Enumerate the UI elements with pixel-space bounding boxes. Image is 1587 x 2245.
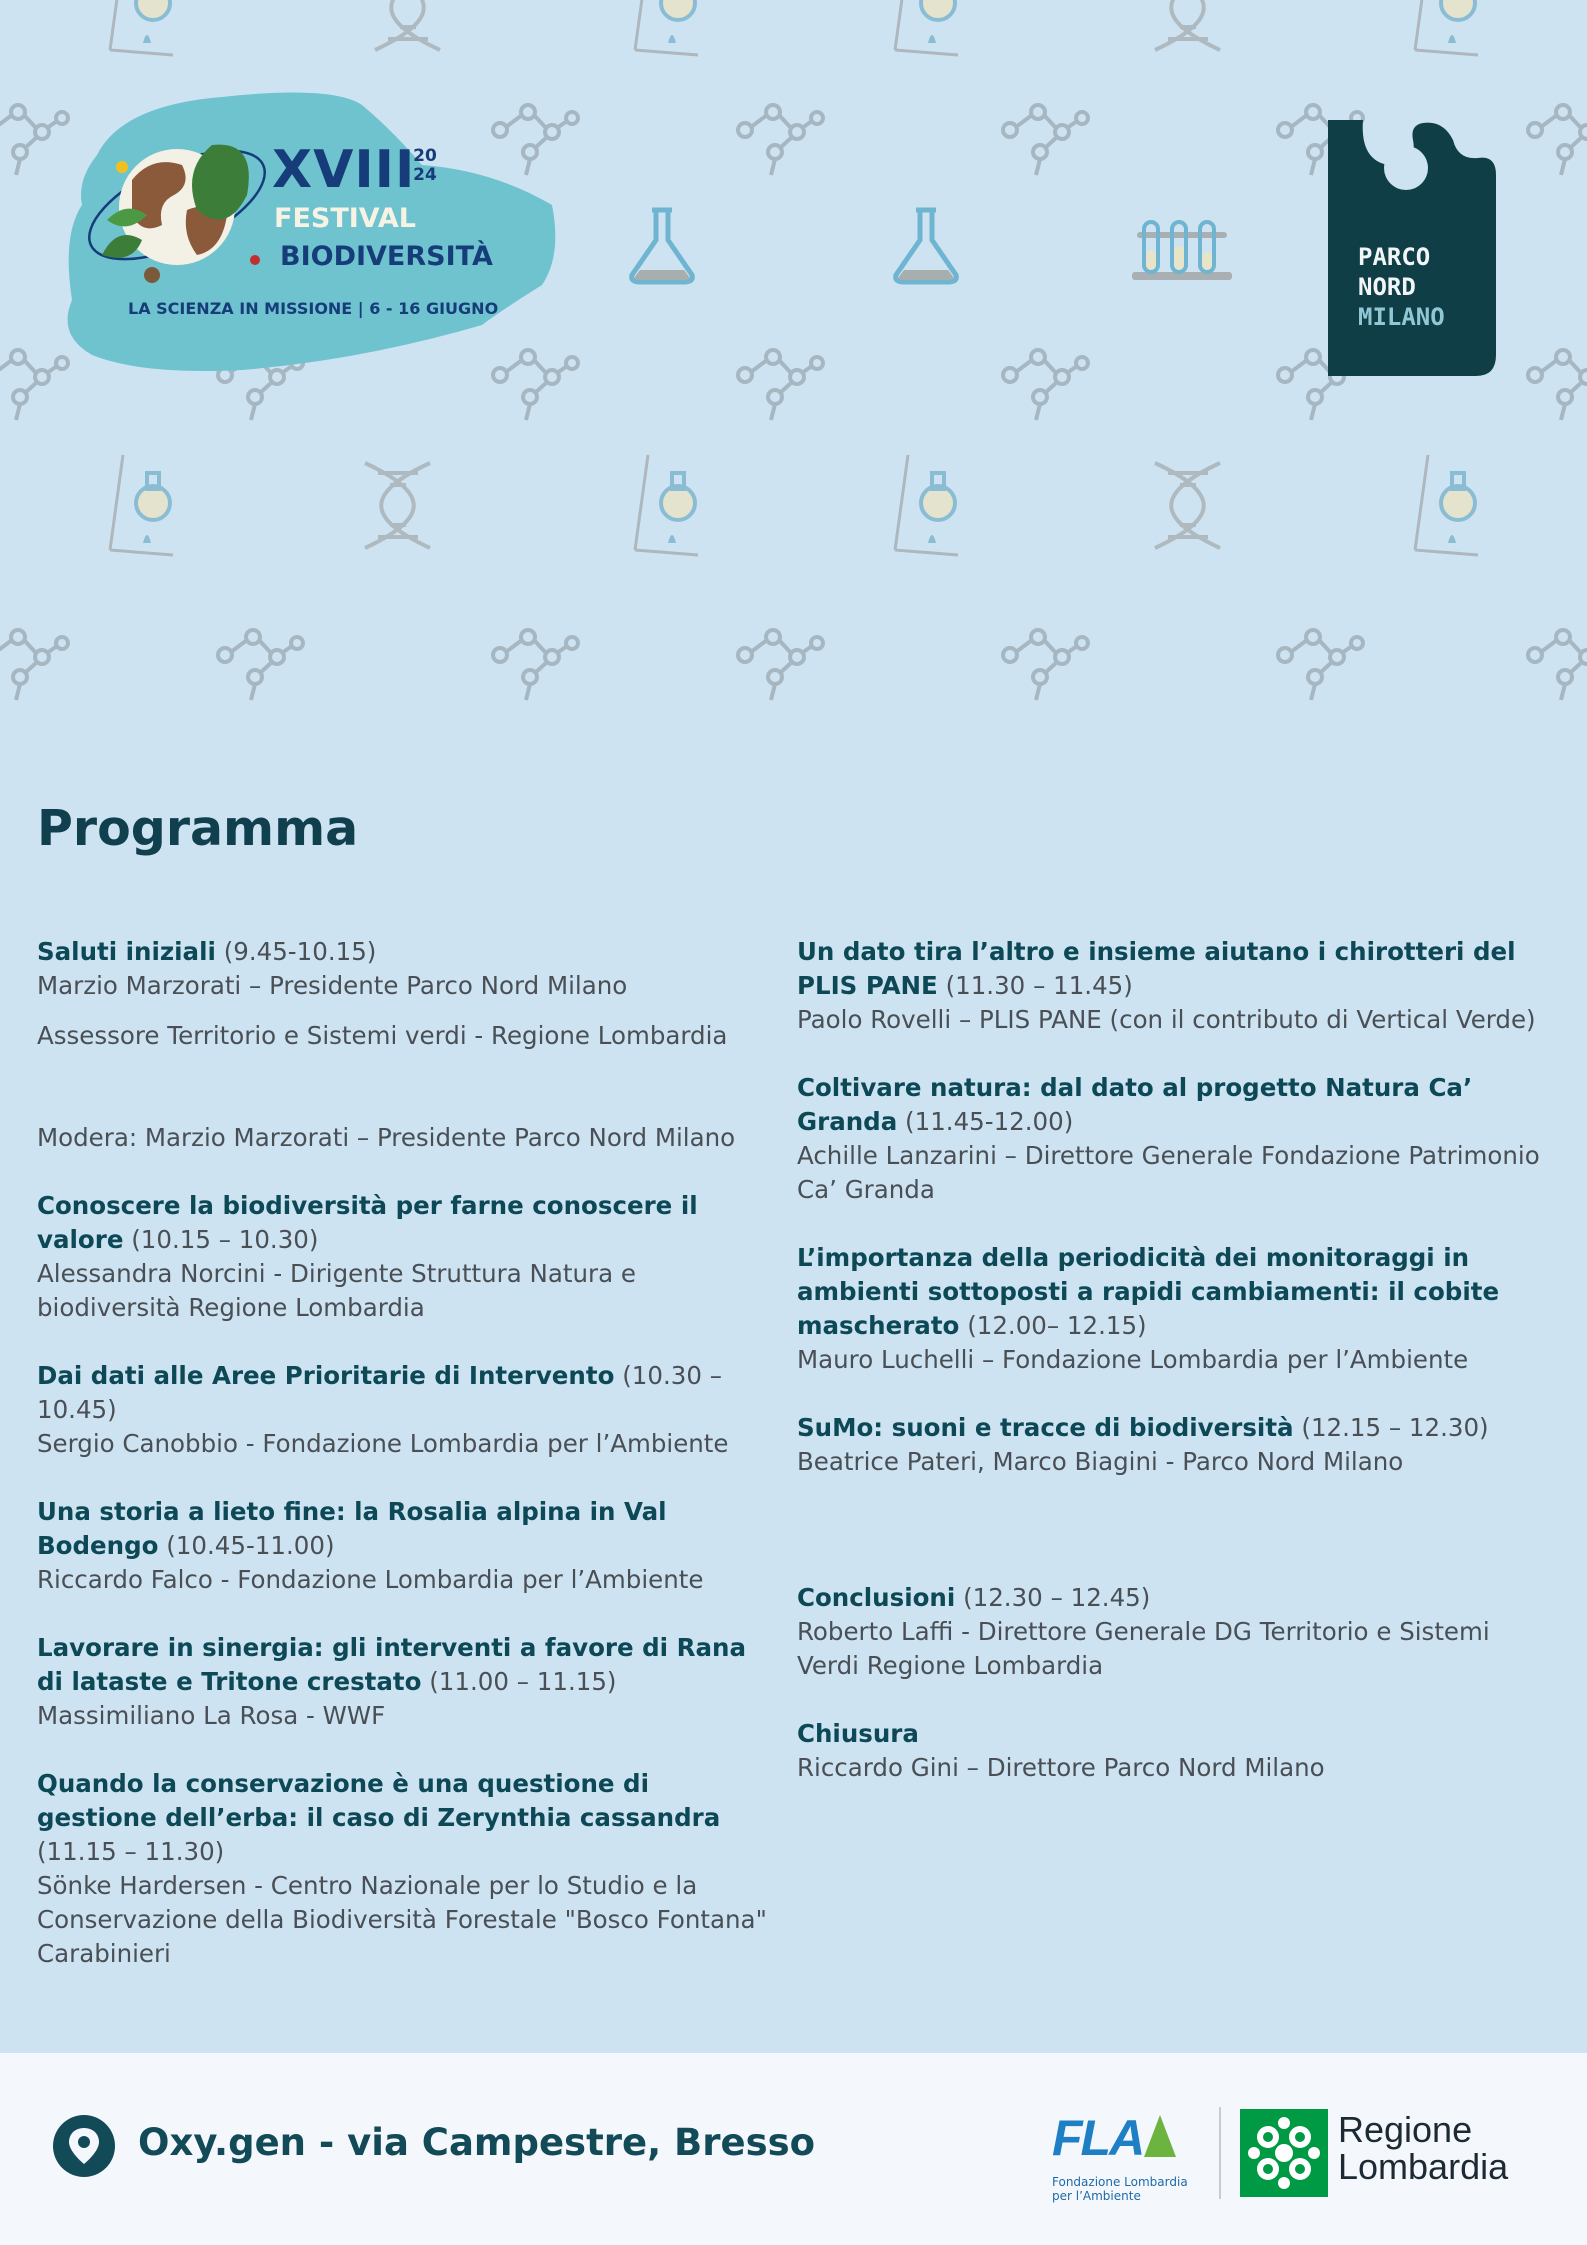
logo-divider [1219, 2107, 1221, 2199]
program-column-left [37, 935, 777, 1971]
program-item: Coltivare natura: dal dato al progetto Natura Ca’ Granda (11.45-12.00) Achille Lanzarini – Direttore Generale Fondazione Patrimonio Ca’ Granda [797, 1073, 1540, 1204]
location-pin-icon [52, 2114, 116, 2178]
festival-name-line1: FESTIVAL [274, 203, 416, 234]
festival-year: 20 24 [413, 146, 437, 185]
festival-logo [62, 85, 562, 375]
program-item: SuMo: suoni e tracce di biodiversità (12.15 – 12.30) Beatrice Pateri, Marco Biagini - Parco Nord Milano [797, 1413, 1489, 1476]
festival-subtitle: LA SCIENZA IN MISSIONE | 6 - 16 GIUGNO [128, 299, 499, 318]
program-item: Conoscere la biodiversità per farne conoscere il valore (10.15 – 10.30) Alessandra Norcini - Dirigente Struttura Natura e biodiversità Regione Lombardia [37, 1191, 698, 1322]
festival-edition: XVIII [272, 140, 416, 200]
program-column-right [797, 935, 1557, 1785]
program-item: Saluti iniziali (9.45-10.15) Marzio Marzorati – Presidente Parco Nord Milano [37, 937, 628, 1000]
fla-logo [1052, 2109, 1212, 2204]
program-item: Una storia a lieto fine: la Rosalia alpina in Val Bodengo (10.45-11.00) Riccardo Falco - Fondazione Lombardia per l’Ambiente [37, 1497, 704, 1594]
page-title: Programma [37, 800, 359, 857]
fla-logo-name: Fondazione Lombardia per l’Ambiente [1052, 2175, 1188, 2203]
regione-lombardia-name: Regione Lombardia [1338, 2109, 1509, 2187]
program-item: Modera: Marzio Marzorati – Presidente Parco Nord Milano [37, 1123, 736, 1152]
program-item: Chiusura Riccardo Gini – Direttore Parco Nord Milano [797, 1719, 1325, 1782]
program-item: Lavorare in sinergia: gli interventi a favore di Rana di latastе e Tritone crestato (11.00 – 11.15) Massimiliano La Rosa - WWF [37, 1633, 746, 1730]
parco-nord-logo-text: PARCO NORD MILANO [1358, 243, 1445, 331]
footer [0, 2053, 1587, 2245]
fla-logo-mark: FLA [1052, 2110, 1144, 2166]
parco-nord-logo [1328, 120, 1498, 376]
festival-name-line2: BIODIVERSITÀ [280, 241, 493, 272]
event-address: Oxy.gen - via Campestre, Bresso [138, 2121, 816, 2164]
rosa-camuna-icon [1240, 2109, 1328, 2197]
fla-leaf-icon [1140, 2111, 1180, 2159]
program-item: Dai dati alle Aree Prioritarie di Intervento (10.30 – 10.45) Sergio Canobbio - Fondazione Lombardia per l’Ambiente [37, 1361, 729, 1458]
program-item: Un dato tira l’altro e insieme aiutano i chirotteri del PLIS PANE (11.30 – 11.45) Paolo Rovelli – PLIS PANE (con il contributo di Vertical Verde) [797, 937, 1536, 1034]
program-item: Assessore Territorio e Sistemi verdi - Regione Lombardia [37, 1021, 728, 1050]
program-item: Quando la conservazione è una questione di gestione dell’erba: il caso di Zerynthia cassandra (11.15 – 11.30) Sönke Hardersen - Centro Nazionale per lo Studio e la Conservazione della Biodiversità Forestale "Bosco Fontana" Carabinieri [37, 1769, 767, 1968]
program-item: L’importanza della periodicità dei monitoraggi in ambienti sottoposti a rapidi cambiamenti: il cobite mascherato (12.00– 12.15) Mauro Luchelli – Fondazione Lombardia per l’Ambiente [797, 1243, 1500, 1374]
regione-lombardia-logo [1240, 2109, 1540, 2199]
program-item: Conclusioni (12.30 – 12.45) Roberto Laffi - Direttore Generale DG Territorio e Sistemi Verdi Regione Lombardia [797, 1583, 1490, 1680]
